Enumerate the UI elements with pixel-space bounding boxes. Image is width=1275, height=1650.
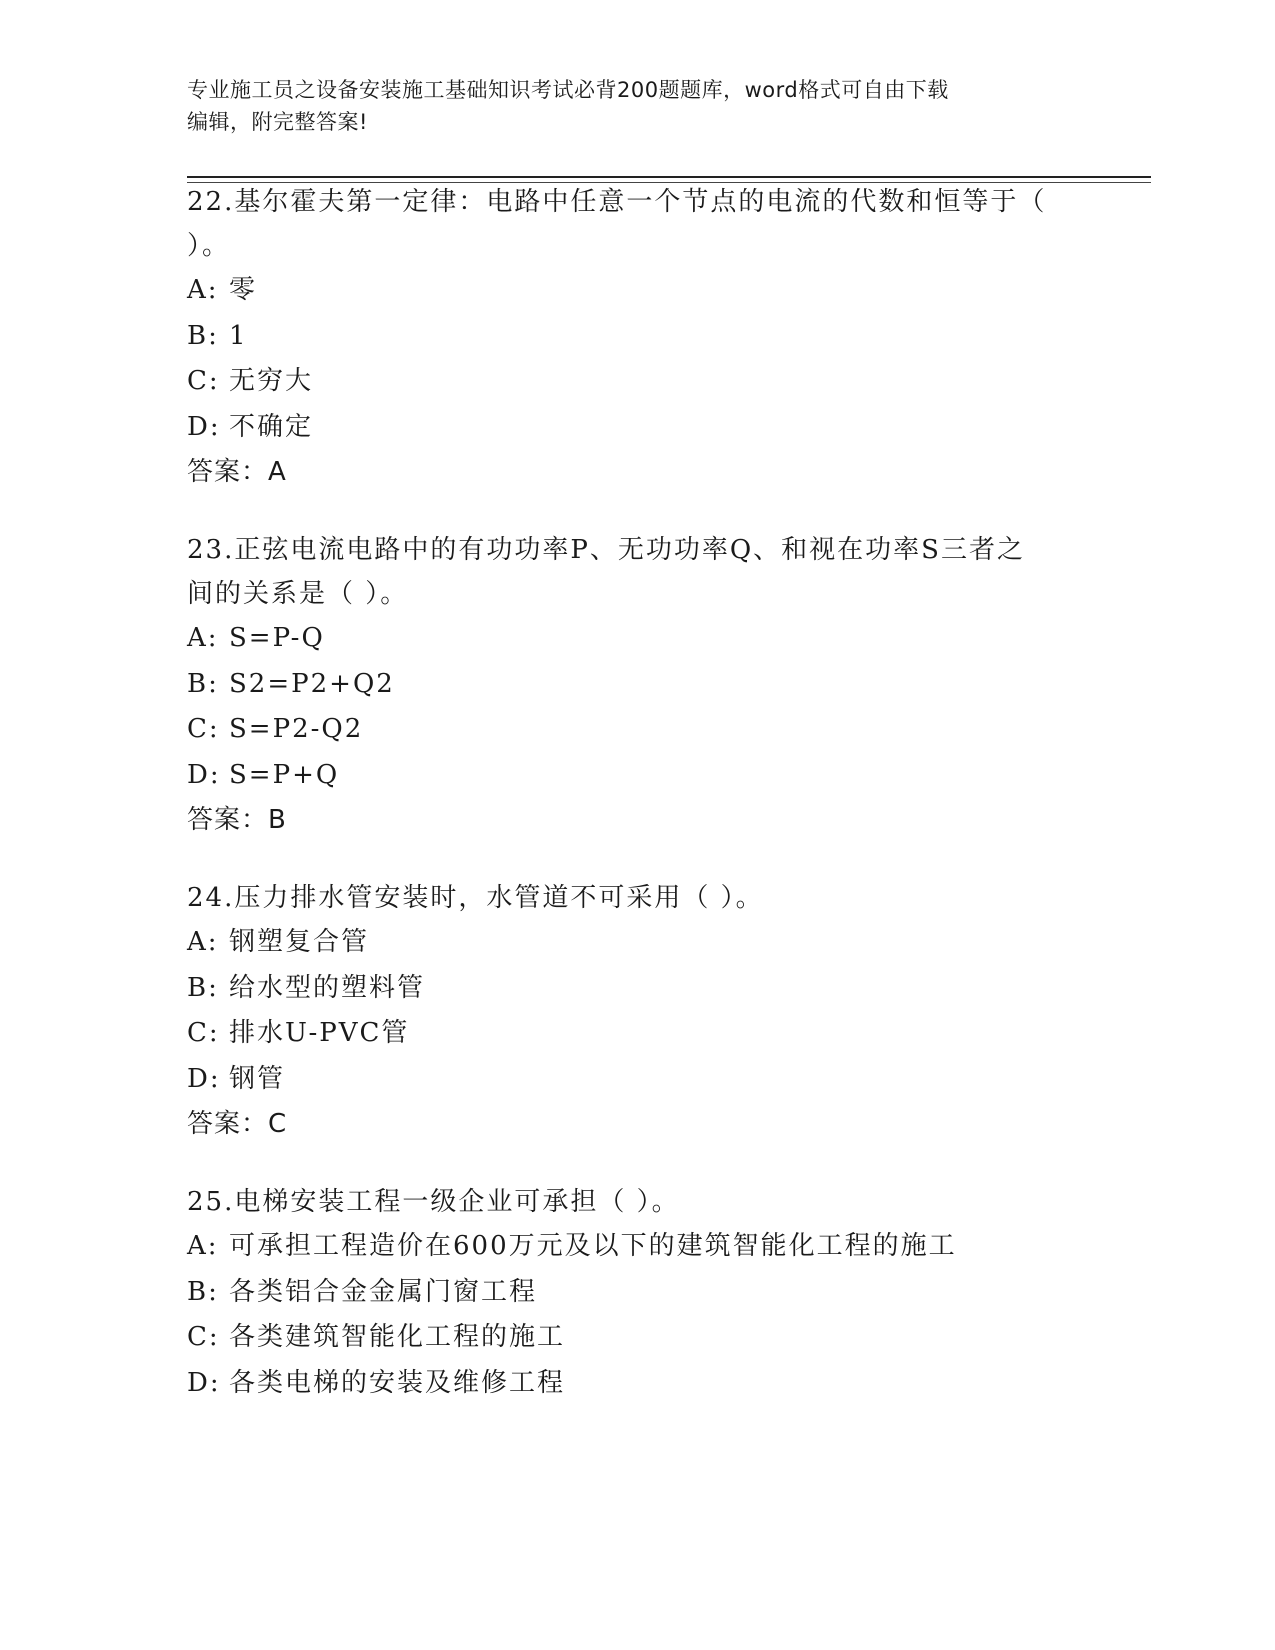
question-stem: 22.基尔霍夫第一定律：电路中任意一个节点的电流的代数和恒等于（	[187, 187, 1047, 217]
option-letter: B:	[187, 1276, 219, 1307]
option-letter: A:	[187, 927, 219, 957]
option-text: S=P+Q	[229, 759, 340, 790]
header-divider	[187, 176, 1151, 178]
question-22	[187, 180, 1067, 495]
option-text: 排水U-PVC管	[229, 1018, 410, 1048]
option-text: 1	[229, 320, 248, 351]
question-stem: 25.电梯安装工程一级企业可承担（ ）。	[187, 1187, 680, 1217]
option-letter: A:	[187, 275, 219, 305]
option-a	[187, 920, 1067, 966]
answer: 答案：A	[187, 457, 287, 487]
option-c	[187, 1011, 1067, 1057]
answer: 答案：B	[187, 805, 287, 835]
option-a	[187, 268, 1067, 314]
option-d	[187, 1057, 1067, 1103]
question-25	[187, 1180, 1067, 1406]
option-text: S=P-Q	[229, 623, 325, 653]
option-text: 各类电梯的安装及维修工程	[229, 1367, 566, 1398]
option-letter: A:	[187, 623, 219, 653]
option-letter: B:	[187, 668, 219, 699]
header-line-2: 编辑，附完整答案!	[187, 110, 368, 134]
option-b	[187, 314, 1067, 360]
option-letter: C:	[187, 714, 220, 744]
option-text: 各类建筑智能化工程的施工	[229, 1322, 566, 1352]
option-text: 钢塑复合管	[229, 927, 370, 957]
option-text: S2=P2+Q2	[229, 668, 395, 699]
question-stem: 24.压力排水管安装时，水管道不可采用（ ）。	[187, 883, 764, 913]
document-header	[187, 74, 1067, 138]
header-line-1: 专业施工员之设备安装施工基础知识考试必背200题题库，word格式可自由下载	[187, 78, 949, 102]
option-d	[187, 405, 1067, 451]
answer: 答案：C	[187, 1109, 288, 1139]
option-b	[187, 966, 1067, 1012]
option-letter: A:	[187, 1231, 219, 1261]
option-letter: D:	[187, 759, 221, 790]
question-stem-cont: ）。	[187, 231, 231, 261]
option-text: 钢管	[229, 1063, 286, 1094]
option-text: 可承担工程造价在600万元及以下的建筑智能化工程的施工	[229, 1231, 957, 1261]
option-a	[187, 1224, 1067, 1270]
option-text: 零	[229, 275, 258, 305]
question-stem: 23.正弦电流电路中的有功功率P、无功功率Q、和视在功率S三者之	[187, 535, 1025, 565]
option-letter: D:	[187, 1367, 221, 1398]
option-text: 无穷大	[229, 366, 314, 396]
question-24	[187, 876, 1067, 1147]
option-letter: C:	[187, 366, 220, 396]
option-letter: B:	[187, 320, 219, 351]
option-c	[187, 1315, 1067, 1361]
option-text: 不确定	[229, 411, 314, 442]
option-d	[187, 753, 1067, 799]
question-23	[187, 528, 1067, 843]
option-letter: D:	[187, 411, 221, 442]
option-a	[187, 616, 1067, 662]
option-d	[187, 1361, 1067, 1407]
option-letter: B:	[187, 972, 219, 1003]
option-letter: C:	[187, 1322, 220, 1352]
option-text: S=P2-Q2	[229, 714, 364, 744]
option-c	[187, 707, 1067, 753]
option-text: 各类铝合金金属门窗工程	[229, 1276, 538, 1307]
option-b	[187, 1270, 1067, 1316]
question-stem-cont: 间的关系是（ ）。	[187, 579, 409, 609]
option-c	[187, 359, 1067, 405]
option-b	[187, 662, 1067, 708]
option-letter: C:	[187, 1018, 220, 1048]
option-letter: D:	[187, 1063, 221, 1094]
option-text: 给水型的塑料管	[229, 972, 426, 1003]
